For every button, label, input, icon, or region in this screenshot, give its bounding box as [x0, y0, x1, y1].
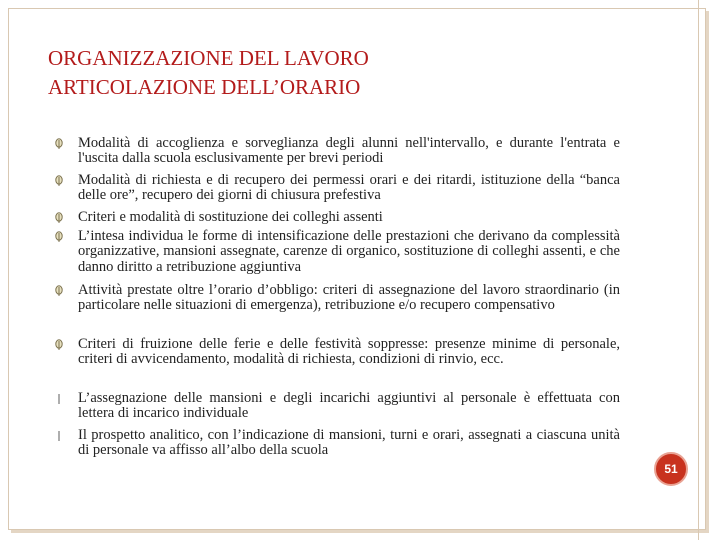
page-number: 51	[664, 462, 678, 476]
slide-border-line	[698, 0, 699, 540]
bullet-list	[50, 136, 620, 465]
page-number-badge	[654, 452, 688, 486]
leaf-bullet-icon	[53, 339, 65, 351]
list-item	[50, 337, 620, 391]
title-line-1: ORGANIZZAZIONE DEL LAVORO	[48, 46, 369, 70]
bar-bullet-icon	[53, 430, 65, 442]
bullet-text: L’intesa individua le forme di intensificazione delle prestazioni che derivano da complessità organizzative, mansioni assegnate, carenze di organico, sostituzione di colleghi assenti, e che danno diritto a retribuzione aggiuntiva	[78, 228, 620, 275]
bullet-text: Modalità di richiesta e di recupero dei permessi orari e dei ritardi, istituzione della “banca delle ore”, recupero dei giorni di chiusura prefestiva	[78, 172, 620, 204]
list-item	[50, 136, 620, 173]
leaf-bullet-icon	[53, 138, 65, 150]
bullet-text: Modalità di accoglienza e sorveglianza degli alunni nell'intervallo, e durante l'entrata e l'uscita dalla scuola esclusivamente per brevi periodi	[78, 135, 620, 167]
slide-title	[48, 44, 608, 102]
list-item	[50, 210, 620, 229]
list-item	[50, 391, 620, 428]
bullet-text: L’assegnazione delle mansioni e degli incarichi aggiuntivi al personale è effettuata con lettera di incarico individuale	[78, 390, 620, 422]
list-item	[50, 229, 620, 283]
leaf-bullet-icon	[53, 231, 65, 243]
leaf-bullet-icon	[53, 285, 65, 297]
list-item	[50, 283, 620, 337]
bullet-text: Il prospetto analitico, con l’indicazione di mansioni, turni e orari, assegnati a ciascuna unità di personale va affisso all’albo della scuola	[78, 427, 620, 459]
bar-bullet-icon	[53, 393, 65, 405]
leaf-bullet-icon	[53, 175, 65, 187]
bullet-text: Criteri e modalità di sostituzione dei colleghi assenti	[78, 209, 383, 225]
leaf-bullet-icon	[53, 212, 65, 224]
list-item	[50, 173, 620, 210]
bullet-text: Attività prestate oltre l’orario d’obbligo: criteri di assegnazione del lavoro straordinario (in particolare nelle situazioni di emergenza), retribuzione e/o recupero compensativo	[78, 282, 620, 314]
list-item	[50, 428, 620, 465]
title-line-2: ARTICOLAZIONE DELL’ORARIO	[48, 75, 361, 99]
bullet-text: Criteri di fruizione delle ferie e delle festività soppresse: presenze minime di personale, criteri di avvicendamento, modalità di richiesta, condizioni di rinvio, ecc.	[78, 336, 620, 368]
